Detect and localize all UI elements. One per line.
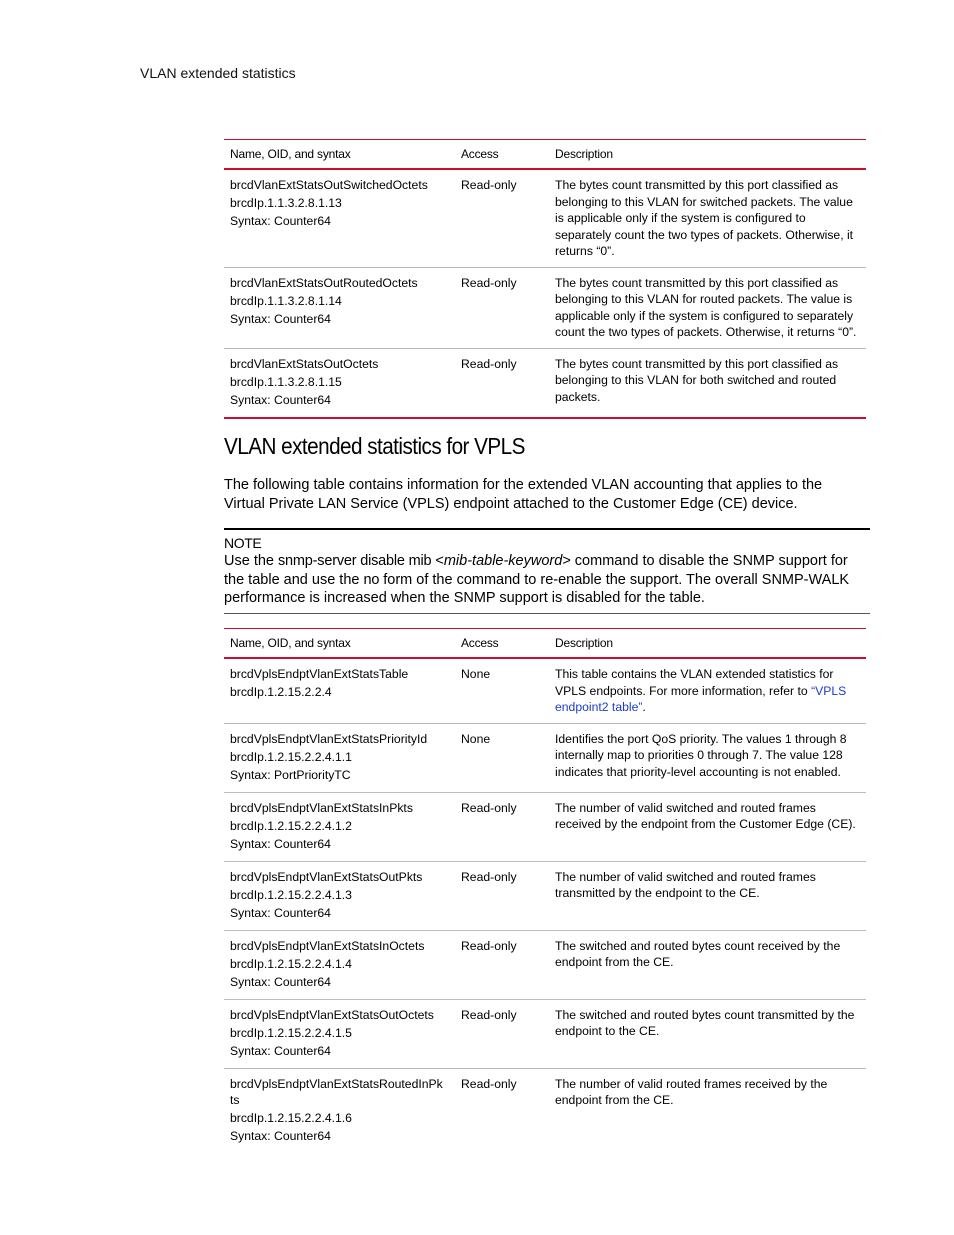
access-cell: None	[455, 723, 549, 792]
object-oid: brcdIp.1.1.3.2.8.1.13	[230, 196, 342, 210]
access-cell: Read-only	[455, 267, 549, 348]
access-cell: Read-only	[455, 861, 549, 930]
description-text-end: .	[642, 700, 646, 714]
note-label: NOTE	[224, 535, 262, 551]
column-header-description: Description	[549, 629, 866, 659]
object-oid: brcdIp.1.2.15.2.2.4.1.3	[230, 887, 352, 902]
table-row	[224, 792, 866, 861]
mib-table-vpls-ext-stats	[224, 628, 866, 1153]
access-cell: Read-only	[455, 999, 549, 1068]
note-no-word: no	[363, 571, 380, 588]
mib-table-vlan-ext-stats	[224, 139, 866, 419]
object-syntax: Syntax: Counter64	[230, 905, 331, 920]
section-intro: The following table contains information for the extended VLAN accounting that applies to the Virtual Private LAN Service (VPLS) endpoint attached to the Customer Edge (CE) device.	[224, 477, 823, 512]
access-cell: Read-only	[461, 1076, 517, 1091]
object-oid: brcdIp.1.2.15.2.2.4.1.4	[230, 956, 352, 971]
column-header-description: Description	[549, 140, 866, 170]
section-title: VLAN extended statistics for VPLS	[224, 433, 525, 459]
column-header-access: Access	[455, 140, 549, 170]
object-name: brcdVlanExtStatsOutRoutedOctets	[230, 275, 418, 290]
object-name: brcdVplsEndptVlanExtStatsPriorityId	[230, 731, 428, 746]
table-row	[224, 723, 866, 792]
object-name: brcdVplsEndptVlanExtStatsOutOctets	[230, 1007, 434, 1022]
description-cell: The bytes count transmitted by this port classified as belonging to this VLAN for routed packets. The value is applicable only if the system is configured to separately count the two types of packets. Otherwise, it returns “0”.	[549, 267, 866, 348]
note-text-before: Use the	[224, 553, 278, 569]
description-cell: The number of valid routed frames received by the endpoint from the CE.	[555, 1076, 828, 1107]
object-oid: brcdIp.1.2.15.2.2.4.1.2	[230, 818, 352, 833]
name-cell	[224, 658, 455, 723]
object-syntax: Syntax: Counter64	[230, 974, 331, 989]
note-box	[224, 528, 870, 614]
access-cell: Read-only	[455, 169, 549, 267]
object-syntax: Syntax: Counter64	[230, 1043, 331, 1058]
object-syntax: Syntax: PortPriorityTC	[230, 767, 351, 782]
access-cell: Read-only	[455, 348, 549, 418]
note-command: snmp-server disable mib	[278, 553, 432, 569]
object-name: brcdVplsEndptVlanExtStatsOutPkts	[230, 869, 423, 884]
object-name: brcdVlanExtStatsOutOctets	[230, 356, 379, 371]
name-cell	[224, 861, 455, 930]
object-oid: brcdIp.1.2.15.2.2.4.1.5	[230, 1025, 352, 1040]
description-cell: The number of valid switched and routed frames transmitted by the endpoint to the CE.	[549, 861, 866, 930]
description-cell: The number of valid switched and routed frames received by the endpoint from the Customer Edge (CE).	[549, 792, 866, 861]
object-syntax: Syntax: Counter64	[230, 1129, 331, 1143]
column-header-name: Name, OID, and syntax	[224, 140, 455, 170]
table-row	[224, 267, 866, 348]
table-row	[224, 348, 866, 418]
table-row	[224, 930, 866, 999]
object-oid: brcdIp.1.1.3.2.8.1.14	[230, 293, 342, 308]
object-name: brcdVplsEndptVlanExtStatsInPkts	[230, 800, 413, 815]
description-cell: The bytes count transmitted by this port classified as belonging to this VLAN for switched packets. The value is applicable only if the system is configured to separately count the two types of packets. Otherwise, it returns “0”.	[549, 169, 866, 267]
running-header: VLAN extended statistics	[140, 65, 296, 81]
name-cell	[224, 1068, 455, 1153]
name-cell	[224, 723, 455, 792]
table-row	[224, 658, 866, 723]
description-cell: The switched and routed bytes count received by the endpoint from the CE.	[549, 930, 866, 999]
name-cell	[224, 999, 455, 1068]
access-cell: Read-only	[455, 792, 549, 861]
object-oid: brcdIp.1.2.15.2.2.4.1.1	[230, 749, 352, 764]
description-cell: The switched and routed bytes count transmitted by the endpoint to the CE.	[549, 999, 866, 1068]
note-text-mid2: > command to disable the SNMP support for the table and use the	[224, 553, 848, 588]
note-keyword: mib-table-keyword	[443, 553, 563, 569]
object-syntax: Syntax: Counter64	[230, 392, 331, 407]
table-header-row	[224, 629, 866, 659]
access-cell: Read-only	[455, 930, 549, 999]
object-name: brcdVplsEndptVlanExtStatsTable	[230, 667, 409, 681]
table-row	[224, 169, 866, 267]
table-row	[224, 999, 866, 1068]
object-oid: brcdIp.1.2.15.2.2.4.1.6	[230, 1111, 352, 1125]
object-oid: brcdIp.1.2.15.2.2.4	[230, 685, 332, 699]
note-text-after: form of the command to re-enable the support. The overall SNMP-WALK performance is increased when the SNMP support is disabled for the table.	[224, 571, 850, 606]
note-text	[224, 552, 868, 608]
object-name: brcdVplsEndptVlanExtStatsRoutedInPk ts	[230, 1076, 443, 1107]
description-text: This table contains the VLAN extended statistics for VPLS endpoints. For more information, refer to	[555, 667, 834, 698]
object-syntax: Syntax: Counter64	[230, 836, 331, 851]
column-header-access: Access	[455, 629, 549, 659]
object-name: brcdVlanExtStatsOutSwitchedOctets	[230, 178, 428, 192]
name-cell	[224, 930, 455, 999]
column-header-name: Name, OID, and syntax	[224, 629, 455, 659]
object-syntax: Syntax: Counter64	[230, 214, 331, 228]
description-cell: Identifies the port QoS priority. The values 1 through 8 internally map to priorities 0 through 7. The value 128 indicates that priority-level accounting is not enabled.	[549, 723, 866, 792]
name-cell	[224, 792, 455, 861]
vpls-endpoint2-table-link[interactable]: “VPLS endpoint2 table”	[555, 683, 847, 714]
name-cell	[224, 169, 455, 267]
access-cell: None	[455, 658, 549, 723]
description-cell: The bytes count transmitted by this port classified as belonging to this VLAN for both switched and routed packets.	[549, 348, 866, 418]
name-cell	[224, 348, 455, 418]
table-header-row	[224, 140, 866, 170]
name-cell	[224, 267, 455, 348]
object-syntax: Syntax: Counter64	[230, 311, 331, 326]
table-row	[224, 861, 866, 930]
note-text-mid1: <	[431, 553, 444, 569]
object-name: brcdVplsEndptVlanExtStatsInOctets	[230, 938, 425, 953]
description-cell	[549, 658, 866, 723]
table-row	[224, 1068, 866, 1153]
object-oid: brcdIp.1.1.3.2.8.1.15	[230, 374, 342, 389]
